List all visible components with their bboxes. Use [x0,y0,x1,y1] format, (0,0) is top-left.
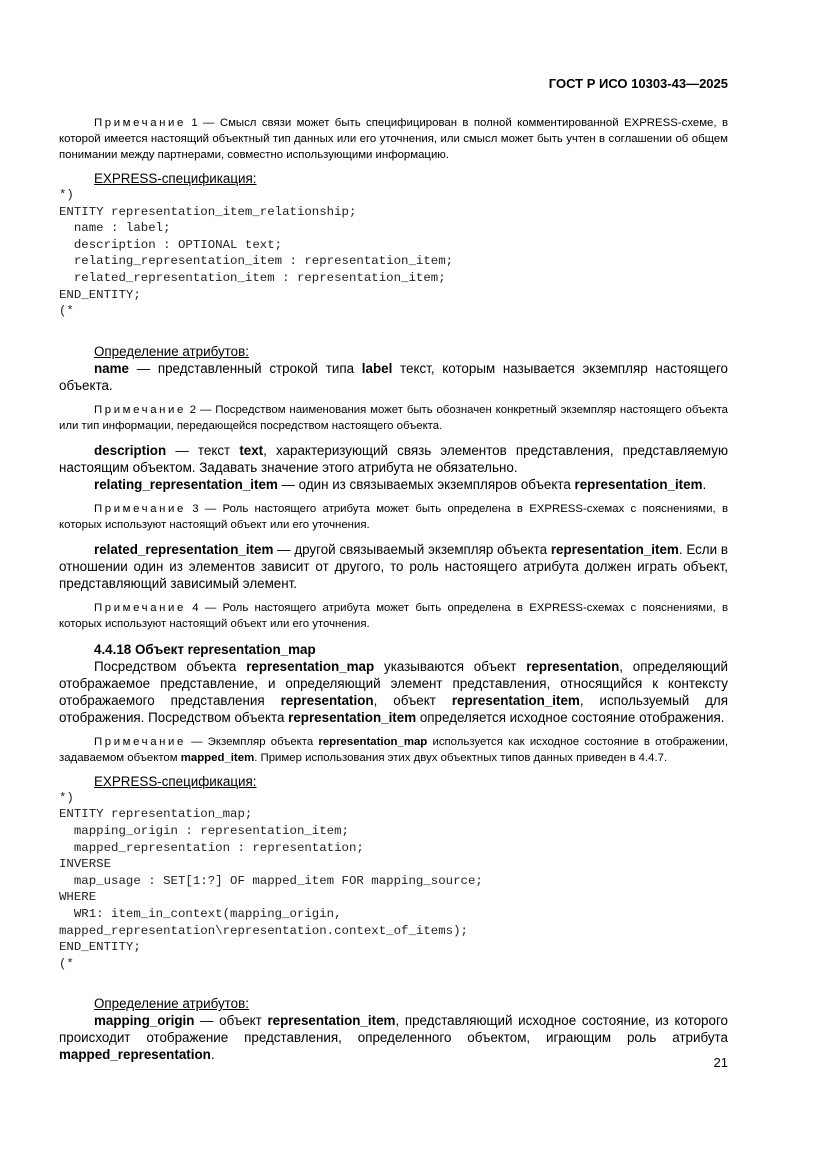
express-code-1: *) ENTITY representation_item_relationship; name : label; description : OPTIONAL text; relating_representation_item : representation_item; related_representation_item : representation_item; END_ENTITY; (* [59,188,454,319]
note-2 [59,402,728,434]
note-label: Примечание [94,735,186,748]
note-3 [59,501,728,533]
attr-relating-representation-item: relating_representation_item — один из связываемых экземпляров объекта representation_item. [94,476,707,492]
page-content [59,115,728,1063]
attr-term: relating_representation_item [94,476,278,492]
express-code-2: *) ENTITY representation_map; mapping_origin : representation_item; mapped_representation : representation; INVERSE map_usage : SET[1:?] OF mapped_item FOR mapping_source; WHERE WR1: item_in_context(mapping_origin, mapped_representation\representation.context_of_items); END_ENTITY; (* [59,790,483,971]
attr-term: name [94,360,129,376]
section-heading-4-4-18: 4.4.18 Объект representation_map [94,641,316,657]
note-text: 2 — Посредством наименования может быть обозначен конкретный экземпляр настоящего объекта или тип информации, передающейся посредством настоящего объекта. [59,403,728,432]
page-number: 21 [713,1055,728,1070]
note-label: Примечание [94,403,186,416]
note-label: Примечание [94,502,186,515]
document-header: ГОСТ Р ИСО 10303-43—2025 [548,76,728,91]
attr-term: description [94,442,167,458]
representation-map-paragraph: Посредством объекта representation_map указываются объект representation, определяющий отображаемое представление, и определяющий элемент представления, относящийся к контексту отображаемого представления representation, объект representation_item, используемый для отображения. Посредством объекта representation_item определяется исходное состояние отображения. [59,658,728,725]
note-text: 1 — Смысл связи может быть специфицирован в полной комментированной EXPRESS-схеме, в которой имеется настоящий объектный тип данных или его уточнения, или смысл может быть учтен в соглашении об общем понимании между партнерами, совместно использующими информацию. [59,117,728,161]
attribute-definition-heading-1: Определение атрибутов: [94,343,249,359]
express-spec-heading-1: EXPRESS-спецификация: [94,171,257,186]
document-page [59,0,728,1169]
note-label: Примечание [94,117,186,129]
attr-term: mapping_origin [94,1013,195,1029]
note-text: 4 — Роль настоящего атрибута может быть определена в EXPRESS-схемах с пояснениями, в которых используют настоящий объект или его уточнения. [59,601,728,630]
attr-description: description — текст text, характеризующий связь элементов представления, представляемую настоящим объектом. Задавать значение этого атрибута не обязательно. [59,442,728,475]
note-4 [59,600,728,632]
note-5: Примечание — Экземпляр объекта representation_map используется как исходное состояние в отображении, задаваемом объектом mapped_item. Пример использования этих двух объектных типов данных приведен в 4.4.7. [59,735,728,764]
attr-related-representation-item: related_representation_item — другой связываемый экземпляр объекта representation_item. Если в отношении один из элементов зависит от другого, то роль настоящего атрибута должен играть объект, представляющий зависимый элемент. [59,541,728,591]
note-text: 3 — Роль настоящего атрибута может быть определена в EXPRESS-схемах с пояснениями, в которых используют настоящий объект или его уточнения. [59,502,728,531]
attr-term: related_representation_item [94,541,274,557]
attribute-definition-heading-2: Определение атрибутов: [94,996,249,1012]
attr-name: name — представленный строкой типа label текст, которым называется экземпляр настоящего объекта. [59,360,728,393]
note-1 [59,115,728,163]
attr-mapping-origin: mapping_origin — объект representation_item, представляющий исходное состояние, из которого происходит отображение представления, определенного объектом, играющим роль атрибута mapped_representation. [59,1013,728,1063]
note-label: Примечание [94,601,186,614]
express-spec-heading-2: EXPRESS-спецификация: [94,773,257,789]
